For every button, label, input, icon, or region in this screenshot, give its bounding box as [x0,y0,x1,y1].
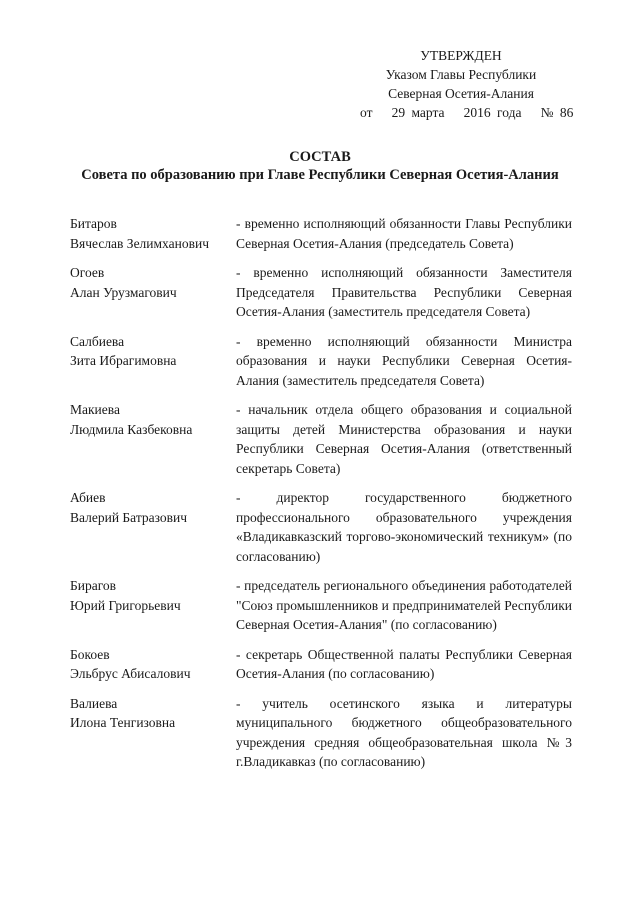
member-role: - начальник отдела общего образования и социальной защиты детей Министерства образования и науки Республики Северная Осетия-Алания (ответственный секретарь Совета) [236,402,572,476]
member-row [70,576,580,635]
member-surname: Бокоев [70,646,110,662]
member-name [70,694,236,733]
member-role: - временно исполняющий обязанности Заместителя Председателя Правительства Республики Северная Осетия-Алания (заместитель председателя Совета) [236,265,572,319]
member-name [70,400,236,439]
member-name [70,263,236,302]
document-subtitle: Совета по образованию при Главе Республики Северная Осетия-Алания [81,167,559,183]
member-row [70,694,580,772]
member-given-name: Зита Ибрагимовна [70,353,177,368]
member-name [70,645,236,684]
member-given-name: Илона Тенгизовна [70,715,176,730]
member-given-name: Людмила Казбековна [70,421,193,437]
member-role: - директор государственного бюджетного профессионального образовательного учреждения «Владикавказский торгово-экономический техникум» (по согласованию) [236,490,572,564]
member-given-name: Вячеслав Зелимханович [70,235,209,251]
document-heading [60,148,580,184]
member-row [70,214,580,253]
member-surname: Огоев [70,265,105,280]
approval-region: Северная Осетия-Алания [388,86,534,101]
member-surname: Макиева [70,402,120,417]
member-row [70,263,580,322]
member-surname: Битаров [70,216,117,231]
member-role: - секретарь Общественной палаты Республики Северная Осетия-Алания (по согласованию) [236,646,572,681]
member-given-name: Юрий Григорьевич [70,597,181,613]
approval-date: от 29 марта 2016 года № 86 [360,105,574,120]
member-name [70,576,236,615]
approval-decree: Указом Главы Республики [385,67,537,82]
member-role: - председатель регионального объединения работодателей "Союз промышленников и предпринимателей Республики Северная Осетия-Алания" (по согласованию) [236,578,572,632]
member-name [70,488,236,527]
member-given-name: Алан Урузмагович [70,284,177,300]
approval-title: УТВЕРЖДЕН [420,48,502,63]
member-name [70,332,236,371]
member-row [70,332,580,391]
approval-stamp [352,46,574,122]
member-role: - учитель осетинского языка и литературы муниципального бюджетного общеобразовательного учреждения средняя общеобразовательная школа №3 г.Владикавказ (по согласованию) [236,695,572,769]
member-name [70,214,236,253]
document-title: СОСТАВ [289,149,351,165]
member-row [70,400,580,478]
member-list [70,214,580,772]
member-surname: Абиев [70,490,106,505]
member-given-name: Эльбрус Абисалович [70,666,191,681]
member-row [70,645,580,684]
member-given-name: Валерий Батразович [70,509,188,525]
member-surname: Бирагов [70,578,117,593]
member-surname: Валиева [70,695,118,711]
member-row [70,488,580,566]
member-role: - временно исполняющий обязанности Министра образования и науки Республики Северная Осетия-Алания (заместитель председателя Совета) [236,333,572,388]
member-role: - временно исполняющий обязанности Главы Республики Северная Осетия-Алания (председатель Совета) [236,216,572,251]
member-surname: Салбиева [70,333,125,349]
